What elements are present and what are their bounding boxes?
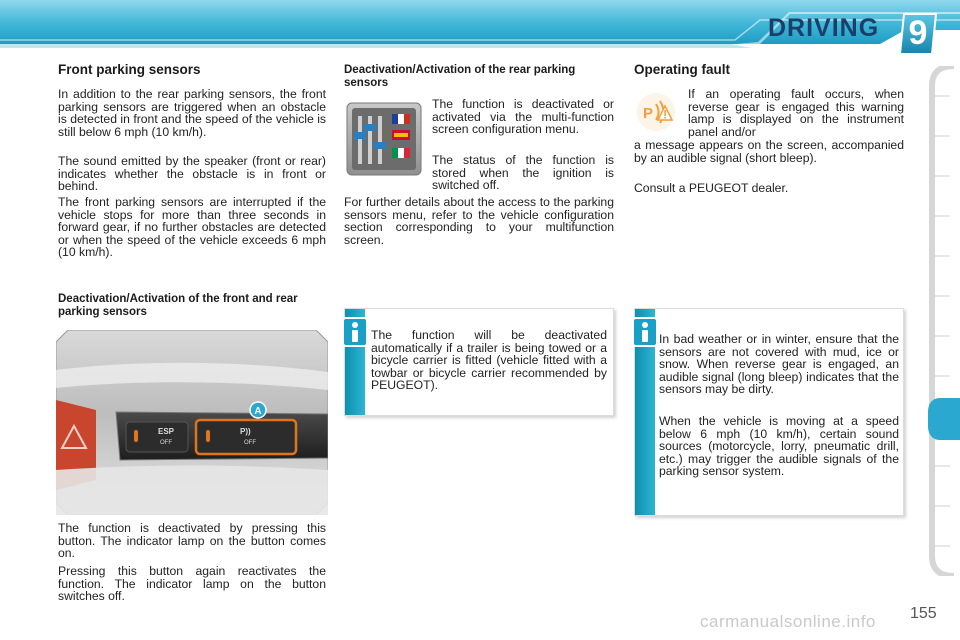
- info-icon: [632, 317, 658, 347]
- left-paragraph-3: The front parking sensors are interrupted if the vehicle stops for more than three seconds in forward gear, if no further obstacles are detected or when the speed of the vehicle exceeds 6 mph (10 km/h).: [58, 195, 326, 260]
- dashboard-button-photo: [56, 330, 328, 515]
- middle-paragraph-1: The function is deactivated or activated via the multi-function screen configuration menu.: [432, 97, 614, 137]
- parking-sensor-warning-icon: [636, 92, 676, 132]
- info-icon: [342, 317, 368, 347]
- page-number: 155: [910, 605, 937, 622]
- trailer-info-box: [344, 308, 614, 416]
- park-off-label: OFF: [244, 440, 256, 446]
- operating-fault-title: Operating fault: [634, 62, 731, 77]
- trailer-info-text: The function will be deactivated automatically if a trailer is being towed or a bicycle carrier is fitted (vehicle fitted with a towbar or bicycle carrier recommended by PEUGEOT).: [371, 328, 607, 393]
- front-rear-toggle-subtitle: Deactivation/Activation of the front and rear parking sensors: [58, 293, 298, 318]
- front-parking-sensors-title: Front parking sensors: [58, 62, 201, 77]
- esp-off-label: OFF: [160, 440, 172, 446]
- left-paragraph-2: The sound emitted by the speaker (front or rear) indicates whether the obstacle is in front or behind.: [58, 154, 326, 194]
- dashboard-illustration: [56, 330, 328, 515]
- park-sensor-symbol: P)): [240, 427, 251, 436]
- middle-paragraph-2: The status of the function is stored when the ignition is switched off.: [432, 153, 614, 193]
- marker-a: A: [254, 406, 262, 417]
- chapter-tabs: [924, 66, 960, 576]
- consult-dealer-text: Consult a PEUGEOT dealer.: [634, 181, 789, 195]
- multifunction-settings-icon: [346, 102, 422, 176]
- section-title: DRIVING: [768, 14, 880, 42]
- weather-info-text-2: When the vehicle is moving at a speed below 6 mph (10 km/h), certain sound sources (motorcycle, lorry, pneumatic drill, etc.) may trigger the audible signals of the parking sensor system.: [659, 414, 899, 479]
- middle-paragraph-3: For further details about the access to the parking sensors menu, refer to the vehicle configuration section corresponding to your multifunction screen.: [344, 195, 614, 247]
- svg-text:P: P: [643, 105, 654, 122]
- right-paragraph-1: If an operating fault occurs, when reverse gear is engaged this warning lamp is displayed on the instrument panel and/or: [688, 87, 904, 139]
- chapter-number: 9: [908, 14, 928, 52]
- left-after-photo-1: The function is deactivated by pressing this button. The indicator lamp on the button comes on.: [58, 521, 326, 561]
- right-paragraph-2: a message appears on the screen, accompanied by an audible signal (short bleep).: [634, 138, 904, 165]
- rear-toggle-subtitle: Deactivation/Activation of the rear parking sensors: [344, 64, 576, 89]
- watermark: carmanualsonline.info: [700, 612, 876, 631]
- esp-label: ESP: [158, 427, 175, 436]
- weather-info-box: [634, 308, 904, 516]
- left-after-photo-2: Pressing this button again reactivates the function. The indicator lamp on the button switches off.: [58, 564, 326, 604]
- weather-info-text-1: In bad weather or in winter, ensure that the sensors are not covered with mud, ice or snow. When reverse gear is engaged, an audible signal (long bleep) indicates that the sensors may be dirty.: [659, 332, 899, 397]
- left-paragraph-1: In addition to the rear parking sensors, the front parking sensors are triggered when an obstacle is detected in front and the speed of the vehicle is still below 6 mph (10 km/h).: [58, 87, 326, 139]
